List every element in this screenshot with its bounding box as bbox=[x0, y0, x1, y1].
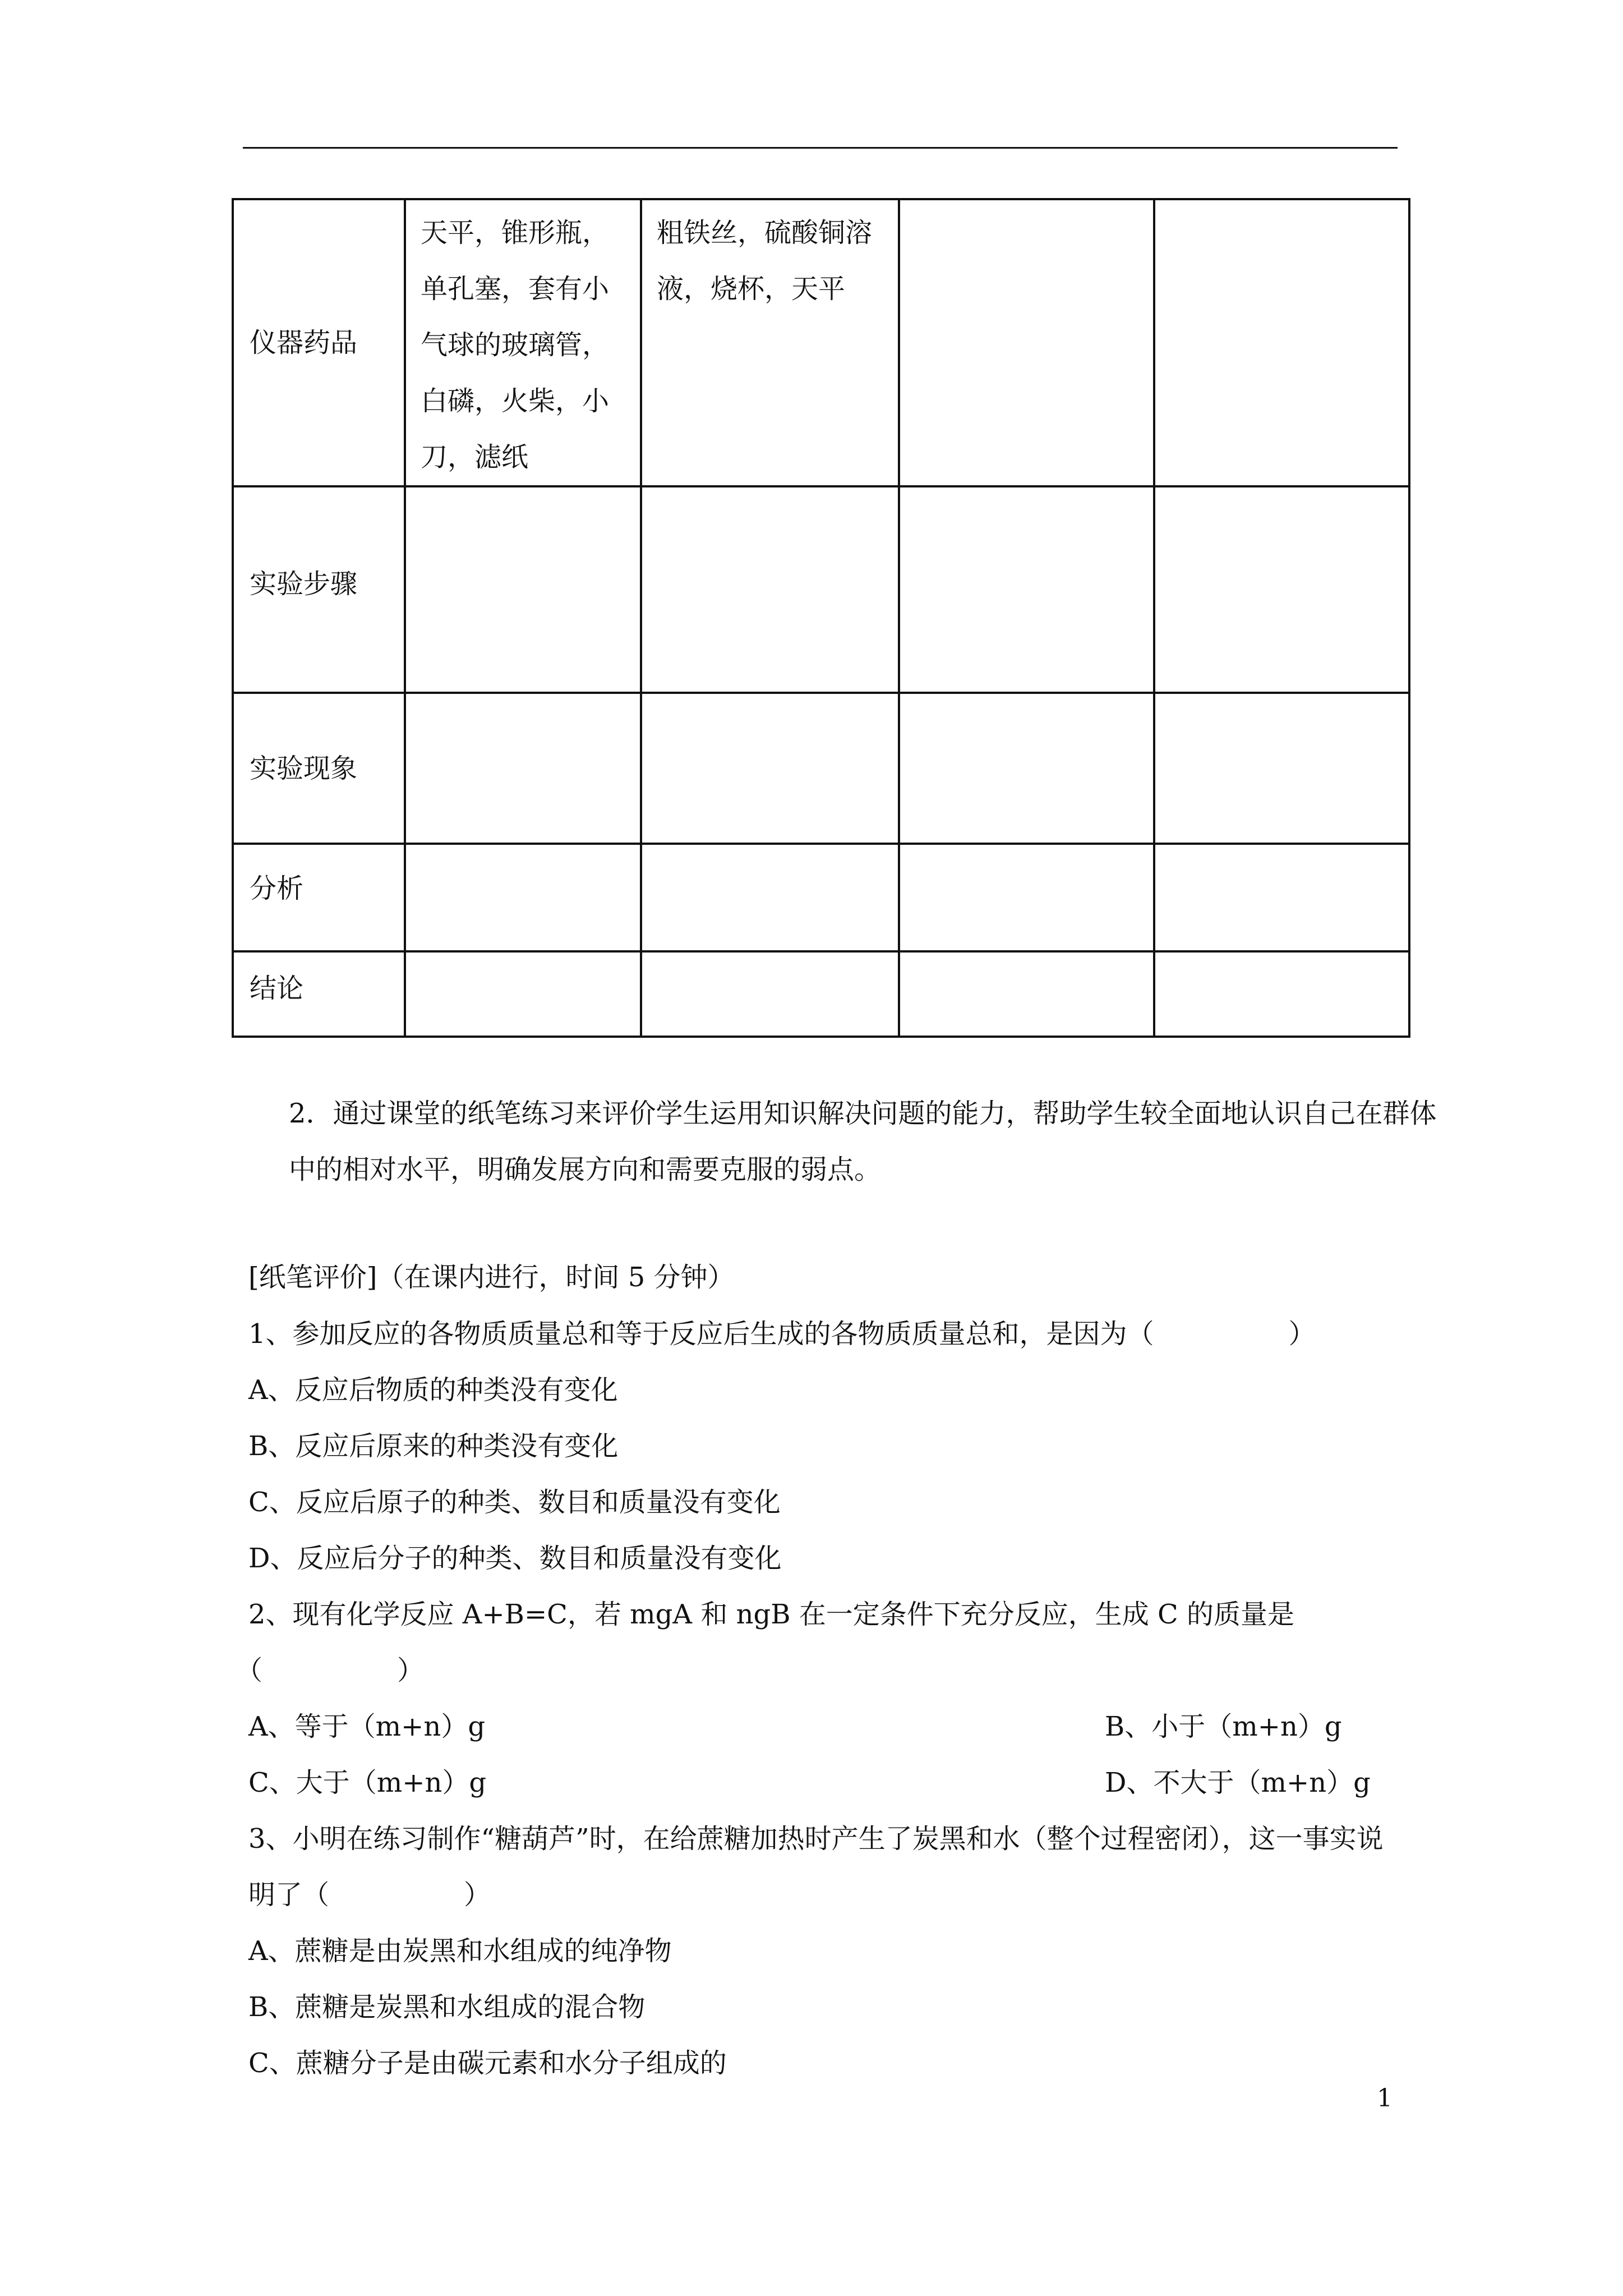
question-2-option-c: C、大于（m+n）g bbox=[248, 1767, 487, 1798]
table-cell bbox=[1154, 486, 1409, 693]
question-3-option-b: B、蔗糖是炭黑和水组成的混合物 bbox=[248, 1991, 645, 2023]
table-cell bbox=[1154, 844, 1409, 951]
row-label: 实验现象 bbox=[233, 693, 405, 844]
table-cell bbox=[641, 693, 899, 844]
header-rule bbox=[243, 147, 1398, 149]
table-cell bbox=[641, 486, 899, 693]
question-1-stem: 1、参加反应的各物质质量总和等于反应后生成的各物质质量总和，是因为（ ） bbox=[248, 1318, 1316, 1350]
question-2-option-b: B、小于（m+n）g bbox=[1105, 1711, 1342, 1742]
table-cell bbox=[899, 844, 1154, 951]
question-1-option-c: C、反应后原子的种类、数目和质量没有变化 bbox=[248, 1487, 781, 1518]
table-row bbox=[233, 951, 1409, 1037]
table-cell bbox=[899, 486, 1154, 693]
question-1-option-a: A、反应后物质的种类没有变化 bbox=[248, 1374, 618, 1406]
question-2-answer-paren: （ ） bbox=[236, 1655, 425, 1686]
row-label: 分析 bbox=[233, 844, 405, 951]
evaluation-heading: [纸笔评价]（在课内进行，时间 5 分钟） bbox=[248, 1262, 735, 1293]
table-cell bbox=[641, 844, 899, 951]
table-cell bbox=[1154, 951, 1409, 1037]
row-label: 结论 bbox=[233, 951, 405, 1037]
question-3-stem: 3、小明在练习制作“糖葫芦”时，在给蔗糖加热时产生了炭黑和水（整个过程密闭），这一事实说明了（ ） bbox=[248, 1823, 1384, 1911]
table-cell bbox=[1154, 693, 1409, 844]
row-label: 仪器药品 bbox=[233, 199, 405, 486]
question-2-option-a: A、等于（m+n）g bbox=[248, 1711, 486, 1742]
table-cell bbox=[899, 693, 1154, 844]
table-cell bbox=[405, 844, 641, 951]
page-number: 1 bbox=[1377, 2084, 1393, 2113]
table-cell bbox=[405, 693, 641, 844]
question-1-option-b: B、反应后原来的种类没有变化 bbox=[248, 1430, 619, 1462]
question-2-options-row-2 bbox=[248, 1755, 1398, 1811]
question-2-stem: 2、现有化学反应 A+B=C，若 mgA 和 ngB 在一定条件下充分反应，生成 C 的质量是 bbox=[248, 1599, 1294, 1630]
table-row bbox=[233, 693, 1409, 844]
table-cell: 天平，锥形瓶，单孔塞，套有小气球的玻璃管，白磷，火柴，小刀，滤纸 bbox=[405, 199, 641, 486]
question-1-option-d: D、反应后分子的种类、数目和质量没有变化 bbox=[248, 1543, 782, 1574]
table-row bbox=[233, 844, 1409, 951]
question-3-option-c: C、蔗糖分子是由碳元素和水分子组成的 bbox=[248, 2047, 727, 2079]
table-cell bbox=[641, 951, 899, 1037]
question-2-options-row-1 bbox=[248, 1699, 1398, 1755]
table-cell bbox=[1154, 199, 1409, 486]
question-3-option-a: A、蔗糖是由炭黑和水组成的纯净物 bbox=[248, 1935, 672, 1967]
question-2-option-d: D、不大于（m+n）g bbox=[1105, 1767, 1371, 1798]
section-2-paragraph: 2．通过课堂的纸笔练习来评价学生运用知识解决问题的能力，帮助学生较全面地认识自己在群体中的相对水平，明确发展方向和需要克服的弱点。 bbox=[289, 1098, 1437, 1185]
row-label: 实验步骤 bbox=[233, 486, 405, 693]
table-cell bbox=[899, 199, 1154, 486]
table-cell: 粗铁丝，硫酸铜溶液，烧杯，天平 bbox=[641, 199, 899, 486]
table-cell bbox=[405, 486, 641, 693]
table-row bbox=[233, 199, 1409, 486]
table-cell bbox=[899, 951, 1154, 1037]
experiment-table bbox=[232, 198, 1410, 1038]
table-cell bbox=[405, 951, 641, 1037]
table-row bbox=[233, 486, 1409, 693]
